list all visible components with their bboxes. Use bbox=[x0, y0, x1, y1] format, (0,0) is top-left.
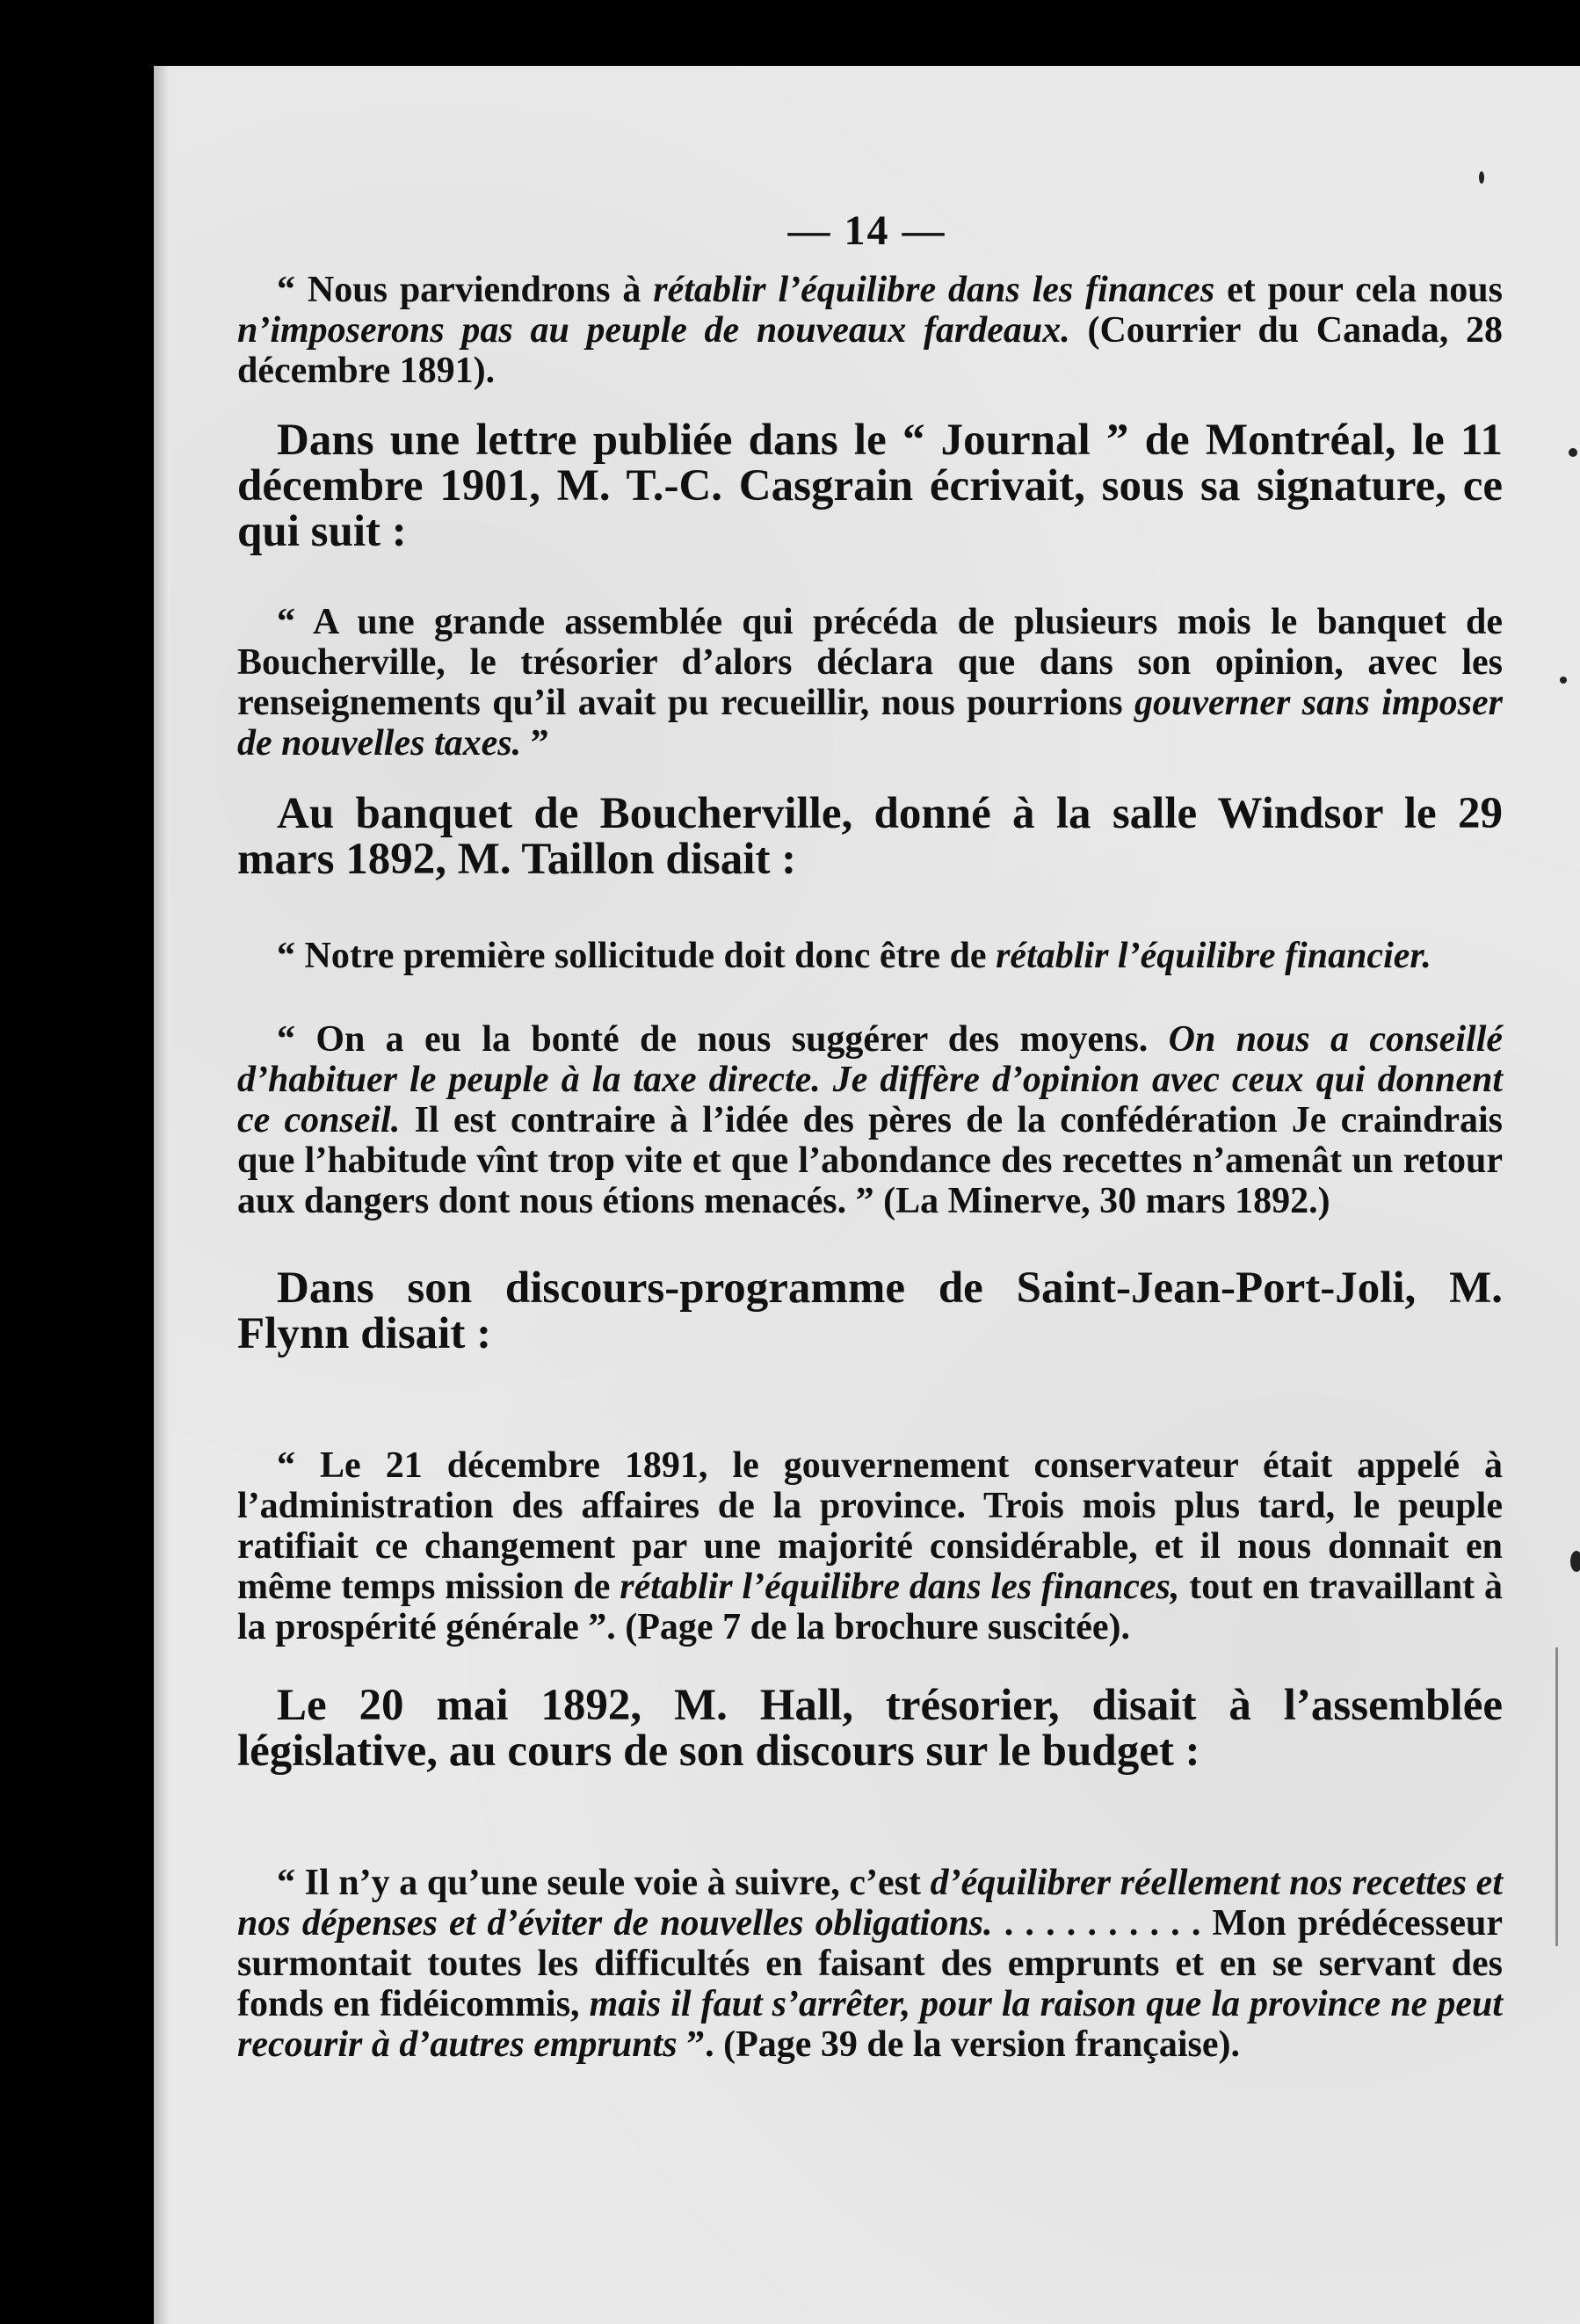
text-run: ”. (Page 39 de la version française). bbox=[677, 2024, 1240, 2065]
paragraph-taillon bbox=[237, 791, 1503, 882]
body-block-9 bbox=[237, 1683, 1503, 1774]
body-block-1 bbox=[237, 270, 1503, 391]
quote-flynn-discours bbox=[237, 1445, 1503, 1647]
text-run: tout en travaillant à la prospérité générale ”. (Page 7 de la brochure suscitée). bbox=[237, 1567, 1503, 1647]
quote-courrier-du-canada bbox=[237, 270, 1503, 391]
scan-speck bbox=[1570, 1551, 1580, 1572]
italic-text-run: gouverner sans imposer de nouvelles taxes. bbox=[237, 683, 1503, 764]
body-block-8 bbox=[237, 1445, 1503, 1647]
text-run: “ Nous parviendrons à bbox=[277, 270, 654, 310]
paragraph-flynn bbox=[237, 1265, 1503, 1357]
text-run: “ Il n’y a qu’une seule voie à suivre, c’est bbox=[277, 1863, 931, 1903]
text-run: Dans son discours-programme de Saint-Jean-Port-Joli, M. Flynn disait : bbox=[237, 1263, 1503, 1358]
text-run: Il est contraire à l’idée des pères de la confédération Je craindrais que l’habitude vînt trop vite et que l’abondance des recettes n’amenât un retour aux dangers dont nous étions menacés. ” (La Minerve, 30 mars 1892.) bbox=[237, 1100, 1504, 1221]
text-run: (Courrier du Canada, 28 décembre 1891). bbox=[237, 310, 1504, 391]
italic-text-run: d’équilibrer réellement nos recettes et nos dépenses et d’éviter de nouvelles obligations. bbox=[237, 1863, 1503, 1944]
text-run: . . . . . . . . . . Mon prédécesseur surmontait toutes les difficultés en faisant des emprunts et en se servant des fonds en fidéicommis, bbox=[237, 1903, 1503, 2024]
page-number: — 14 — bbox=[787, 207, 946, 254]
text-run: “ A une grande assemblée qui précéda de plusieurs mois le banquet de Boucherville, le trésorier d’alors déclara que dans son opinion, avec les renseignements qu’il avait pu recueillir, nous pourrions bbox=[237, 602, 1503, 723]
body-block-3 bbox=[237, 602, 1503, 764]
scan-speck bbox=[1479, 171, 1484, 184]
quote-hall-budget bbox=[237, 1863, 1503, 2065]
italic-text-run: rétablir l’équilibre dans les finances, bbox=[620, 1567, 1180, 1607]
italic-text-run: rétablir l’équilibre dans les finances bbox=[653, 270, 1215, 310]
text-run: Dans une lettre publiée dans le “ Journal ” de Montréal, le 11 décembre 1901, M. T.-C. Casgrain écrivait, sous sa signature, ce qui suit : bbox=[237, 416, 1503, 556]
italic-text-run: n’imposerons pas au peuple de nouveaux fardeaux. bbox=[237, 310, 1070, 351]
paragraph-casgrain bbox=[237, 417, 1503, 554]
italic-text-run: rétablir l’équilibre financier. bbox=[996, 936, 1431, 976]
quote-taillon-sollicitude bbox=[237, 936, 1503, 976]
body-block-2 bbox=[237, 417, 1503, 554]
text-run: Le 20 mai 1892, M. Hall, trésorier, disait à l’assemblée législative, au cours de son discours sur le budget : bbox=[237, 1681, 1503, 1776]
text-run: “ Le 21 décembre 1891, le gouvernement conservateur était appelé à l’administration des affaires de la province. Trois mois plus tard, le peuple ratifiait ce changement par une majorité considérable, et il nous donnait en même temps mission de bbox=[237, 1445, 1503, 1607]
italic-text-run: mais il faut s’arrêter, pour la raison que la province ne peut recourir à d’autres emprunts bbox=[237, 1984, 1504, 2065]
text-run: et pour cela nous bbox=[1214, 270, 1503, 310]
text-run: “ On a eu la bonté de nous suggérer des moyens. bbox=[277, 1019, 1169, 1060]
scan-speck bbox=[1569, 448, 1577, 457]
text-run: Au banquet de Boucherville, donné à la salle Windsor le 29 mars 1892, M. Taillon disait : bbox=[237, 789, 1503, 884]
italic-text-run: On nous a conseillé d’habituer le peuple à la taxe directe. Je diffère d’opinion avec ceux qui donnent ce conseil. bbox=[237, 1019, 1504, 1140]
scan-speck bbox=[1560, 677, 1567, 684]
document-page bbox=[154, 66, 1580, 2324]
quote-boucherville-treasurer bbox=[237, 602, 1503, 764]
body-block-4 bbox=[237, 791, 1503, 882]
text-run: ” bbox=[521, 723, 549, 764]
body-block-5 bbox=[237, 936, 1503, 976]
body-block-6 bbox=[237, 1019, 1503, 1221]
scan-edge-mark bbox=[1555, 1647, 1558, 1946]
body-block-10 bbox=[237, 1863, 1503, 2065]
page-fold-shadow bbox=[154, 66, 170, 2324]
body-block-7 bbox=[237, 1265, 1503, 1357]
paragraph-hall bbox=[237, 1683, 1503, 1774]
text-run: “ Notre première sollicitude doit donc être de bbox=[277, 936, 997, 976]
quote-taillon-moyens bbox=[237, 1019, 1503, 1221]
